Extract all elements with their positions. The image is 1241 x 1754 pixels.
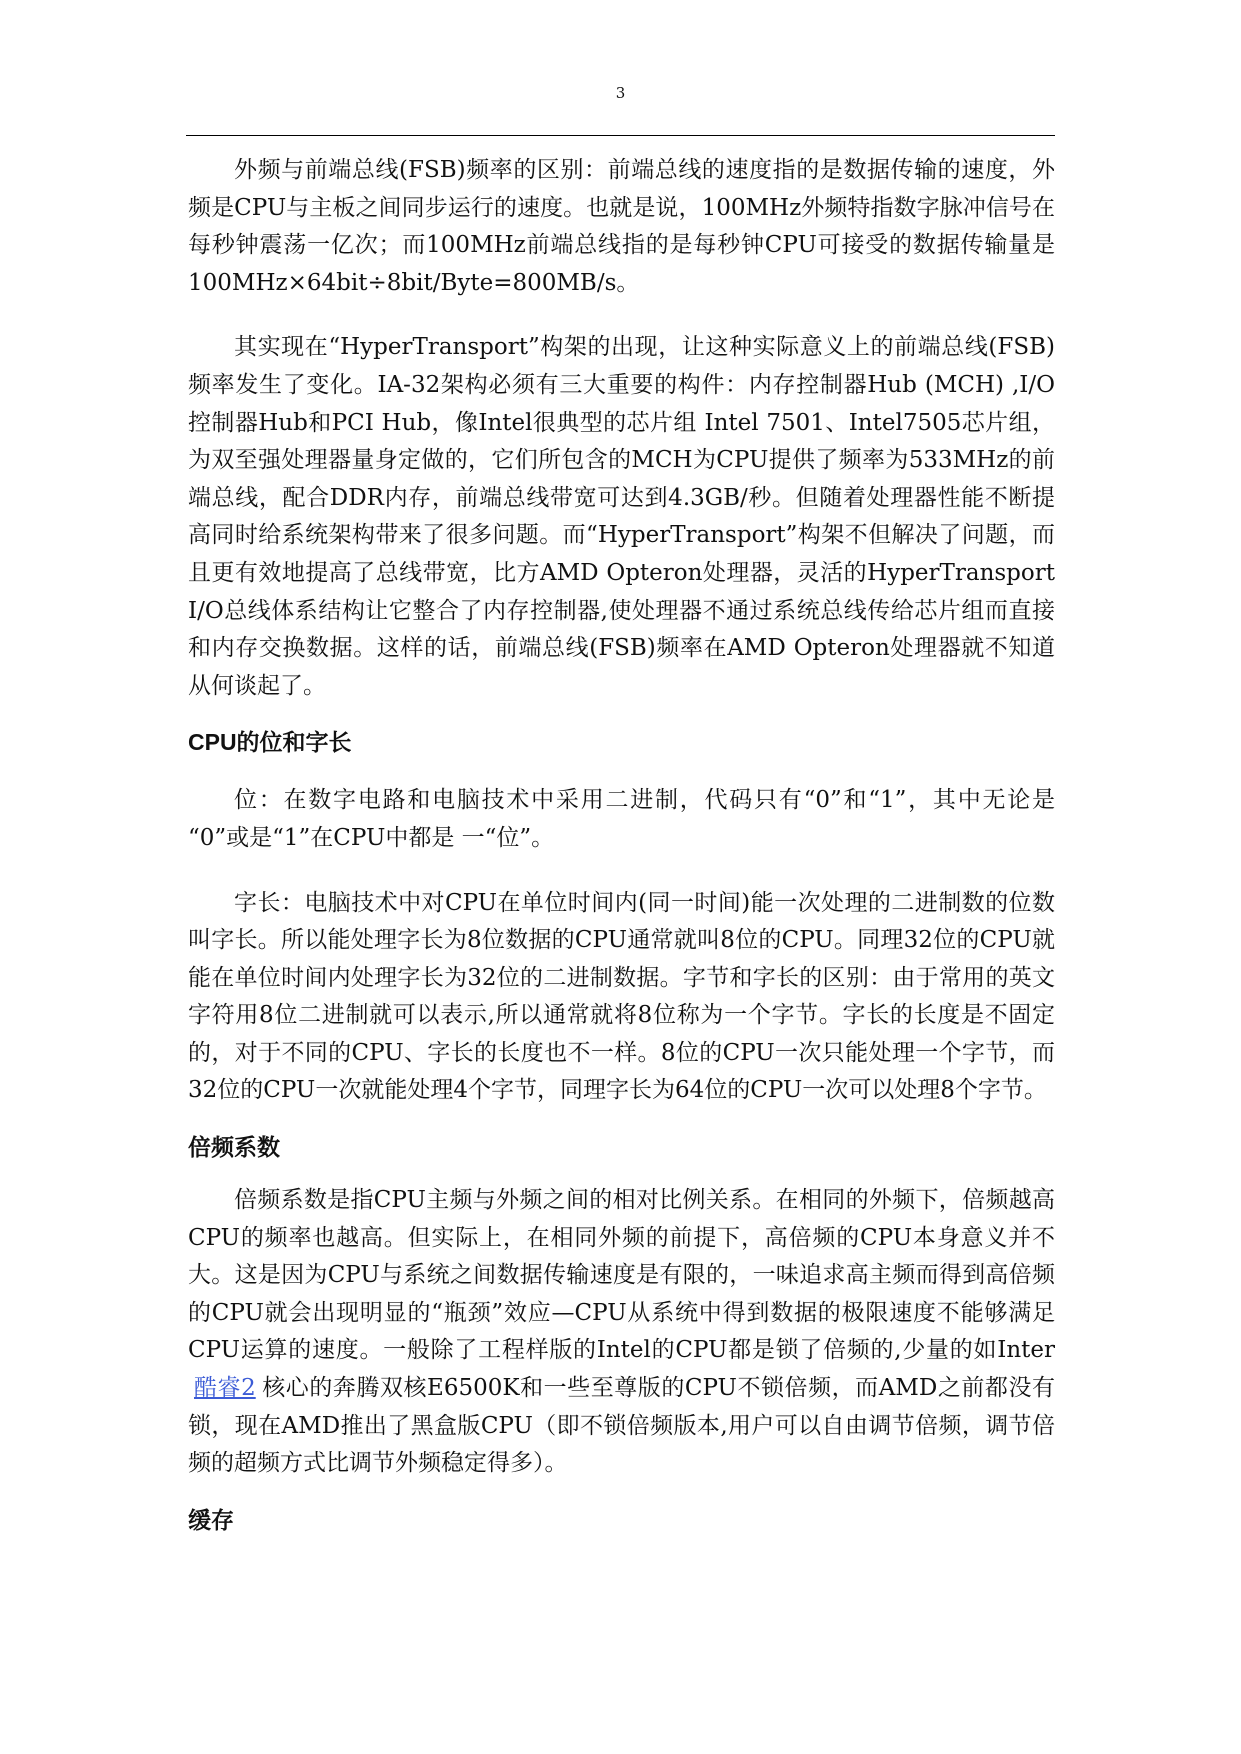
section-spacer [188,705,1055,727]
heading-cache: 缓存 [188,1506,234,1533]
link-core-2[interactable]: 酷睿2 [194,1375,256,1402]
paragraph-bit-definition: 位：在数字电路和电脑技术中采用二进制，代码只有“0”和“1”，其中无论是 “0”或是“1”在CPU中都是 一“位”。 [188,787,1055,851]
paragraph-spacer [188,858,1055,885]
paragraph-fsb-difference: 外频与前端总线(FSB)频率的区别：前端总线的速度指的是数据传输的速度，外频是CPU与主板之间同步运行的速度。也就是说，100MHz外频特指数字脉冲信号在每秒钟震荡一亿次；而100MHz前端总线指的是每秒钟CPU可接受的数据传输量是100MHz×64bit÷8bit/Byte=800MB/s。 [188,157,1055,296]
header-rule [186,135,1055,136]
heading-multiplier: 倍频系数 [188,1134,280,1161]
paragraph-hypertransport: 其实现在“HyperTransport”构架的出现，让这种实际意义上的前端总线(FSB)频率发生了变化。IA-32架构必须有三大重要的构件：内存控制器Hub (MCH) ,I/O控制器Hub和PCI Hub，像Intel很典型的芯片组 Intel 7501、Intel7505芯片组，为双至强处理器量身定做的，它们所包含的MCH为CPU提供了频率为533MHz的前端总线，配合DDR内存，前端总线带宽可达到4.3GB/秒。但随着处理器性能不断提高同时给系统架构带来了很多问题。而“HyperTransport”构架不但解决了问题，而且更有效地提高了总线带宽，比方AMD Opteron处理器，灵活的HyperTransport I/O总线体系结构让它整合了内存控制器,使处理器不通过系统总线传给芯片组而直接和内存交换数据。这样的话，前端总线(FSB)频率在AMD Opteron处理器就不知道从何谈起了。 [188,334,1056,699]
heading-cpu-bits-word-length: CPU的位和字长 [188,729,352,756]
multiplier-text-end: 核心的奔腾双核E6500K和一些至尊版的CPU不锁倍频，而AMD之前都没有锁，现在AMD推出了黑盒版CPU（即不锁倍频版本,用户可以自由调节倍频，调节倍频的超频方式比调节外频稳定得多）。 [188,1375,1055,1477]
paragraph-spacer [188,302,1055,329]
document-body [188,152,1055,1535]
multiplier-text-start: 倍频系数是指CPU主频与外频之间的相对比例关系。在相同的外频下，倍频越高CPU的频率也越高。但实际上，在相同外频的前提下，高倍频的CPU本身意义并不大。这是因为CPU与系统之间数据传输速度是有限的，一味追求高主频而得到高倍频的CPU就会出现明显的“瓶颈”效应—CPU从系统中得到数据的极限速度不能够满足CPU运算的速度。一般除了工程样版的Intel的CPU都是锁了倍频的,少量的如Inter [188,1187,1055,1364]
section-spacer [188,1110,1055,1132]
paragraph-word-length: 字长：电脑技术中对CPU在单位时间内(同一时间)能一次处理的二进制数的位数叫字长。所以能处理字长为8位数据的CPU通常就叫8位的CPU。同理32位的CPU就能在单位时间内处理字长为32位的二进制数据。字节和字长的区别：由于常用的英文字符用8位二进制就可以表示,所以通常就将8位称为一个字节。字长的长度是不固定的，对于不同的CPU、字长的长度也不一样。8位的CPU一次只能处理一个字节，而32位的CPU一次就能处理4个字节，同理字长为64位的CPU一次可以处理8个字节。 [188,889,1055,1104]
paragraph-multiplier [188,1182,1055,1483]
section-spacer [188,1162,1055,1182]
page-number: 3 [615,84,626,102]
section-spacer [188,757,1055,782]
section-spacer [188,1483,1055,1505]
